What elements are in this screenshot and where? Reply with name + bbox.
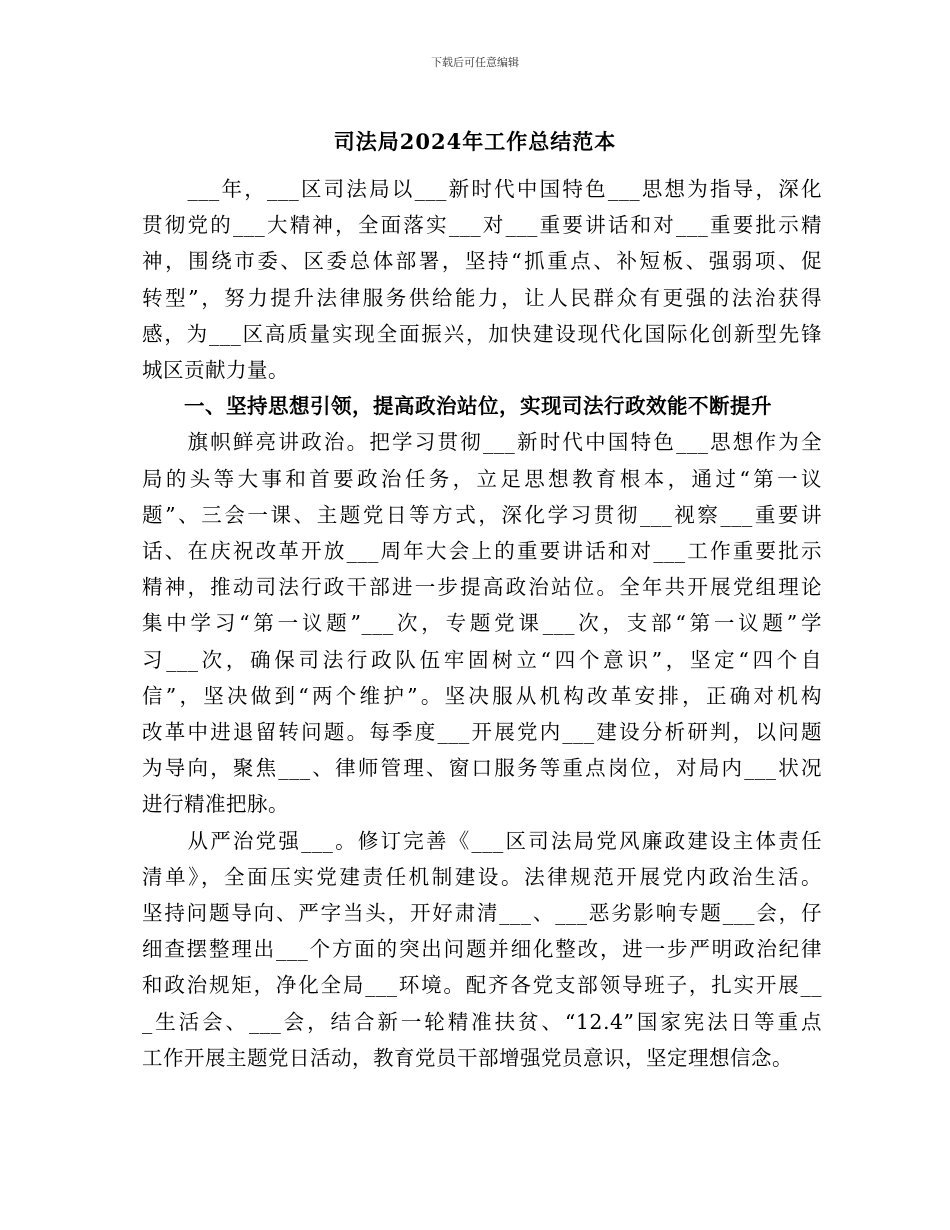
body-text-line: 信”，坚决做到“两个维护”。坚决服从机构改革安排，正确对机构 — [142, 683, 822, 708]
body-text-line: 旗帜鲜亮讲政治。把学习贯彻___新时代中国特色___思想作为全 — [142, 430, 822, 455]
body-text-line: 坚持问题导向、严字当头，开好肃清___、___恶劣影响专题___会，仔 — [142, 901, 822, 925]
body-text-line: 进行精准把脉。 — [142, 792, 289, 817]
body-text-line: 神，围绕市委、区委总体部署，坚持“抓重点、补短板、强弱项、促 — [142, 249, 822, 274]
body-text-line: 城区贡献力量。 — [142, 358, 289, 382]
body-text-line: 为导向，聚焦___、律师管理、窗口服务等重点岗位，对局内___状况 — [142, 756, 822, 781]
body-text-line: 感，为___区高质量实现全面振兴，加快建设现代化国际化创新型先锋 — [142, 321, 822, 346]
body-text-line: 从严治党强___。修订完善《___区司法局党风廉政建设主体责任 — [142, 828, 822, 853]
body-text-line: 工作开展主题党日活动，教育党员干部增强党员意识，坚定理想信念。 — [142, 1045, 793, 1070]
body-text-line: 和政治规矩，净化全局___环境。配齐各党支部领导班子，扎实开展__ — [142, 973, 822, 998]
body-text-line: 习___次，确保司法行政队伍牢固树立“四个意识”，坚定“四个自 — [142, 647, 822, 672]
body-text-line: ___年，___区司法局以___新时代中国特色___思想为指导，深化 — [142, 177, 822, 201]
body-text-line: 细查摆整理出___个方面的突出问题并细化整改，进一步严明政治纪律 — [142, 937, 822, 962]
header-note: 下载后可任意编辑 — [431, 56, 519, 69]
body-text-line: 转型”，努力提升法律服务供给能力，让人民群众有更强的法治获得 — [142, 285, 822, 310]
document-title: 司法局2024年工作总结范本 — [333, 129, 617, 154]
body-text-line: 精神，推动司法行政干部进一步提高政治站位。全年共开展党组理论 — [142, 575, 822, 600]
body-text-line: _生活会、___会，结合新一轮精准扶贫、“12.4”国家宪法日等重点 — [142, 1009, 822, 1034]
section-heading: 一、坚持思想引领，提高政治站位，实现司法行政效能不断提升 — [142, 394, 772, 419]
body-text-line: 清单》，全面压实党建责任机制建设。法律规范开展党内政治生活。 — [142, 864, 822, 889]
body-text-line: 改革中进退留转问题。每季度___开展党内___建设分析研判，以问题 — [142, 720, 822, 744]
body-text-line: 话、在庆祝改革开放___周年大会上的重要讲话和对___工作重要批示 — [142, 539, 822, 563]
body-text-line: 题”、三会一课、主题党日等方式，深化学习贯彻___视察___重要讲 — [142, 502, 822, 527]
body-text-line: 局的头等大事和首要政治任务，立足思想教育根本，通过“第一议 — [142, 466, 822, 491]
body-text-line: 贯彻党的___大精神，全面落实___对___重要讲话和对___重要批示精 — [142, 213, 822, 238]
body-text-line: 集中学习“第一议题”___次，专题党课___次，支部“第一议题”学 — [142, 611, 822, 636]
